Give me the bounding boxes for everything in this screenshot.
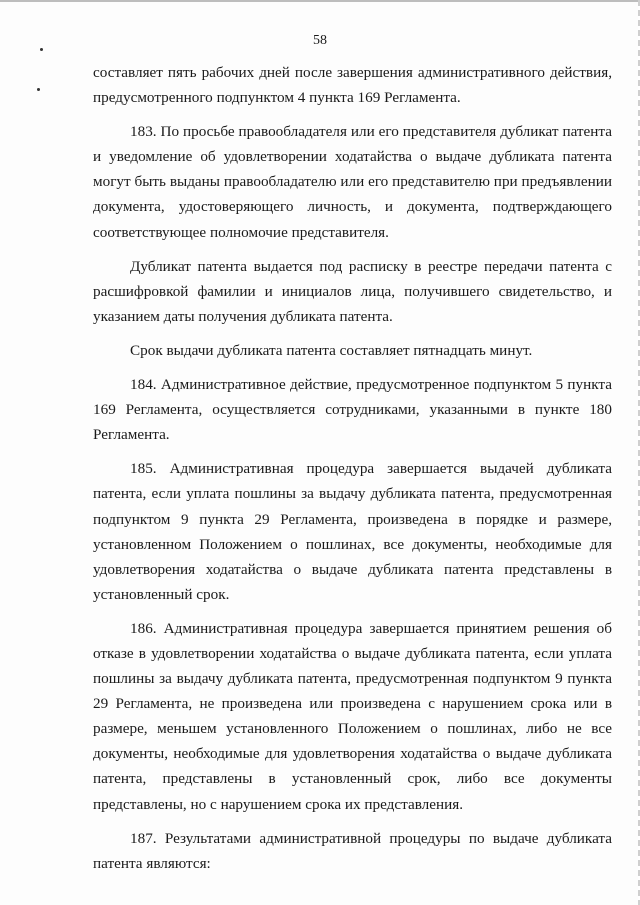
scan-speck <box>37 88 40 91</box>
paragraph: 185. Административная процедура завершается выдачей дубликата патента, если уплата пошлины за выдачу дубликата патента, предусмотренная подпунктом 9 пункта 29 Регламента, произведена в порядке и размере, установленном Положением о пошлинах, все документы, необходимые для удовлетворения ходатайства о выдаче дубликата патента представлены в установленный срок. <box>93 460 612 603</box>
paragraph: 184. Административное действие, предусмотренное подпунктом 5 пункта 169 Регламента, осуществляется сотрудниками, указанными в пункте 180 Регламента. <box>93 376 612 444</box>
paragraph: 186. Административная процедура завершается принятием решения об отказе в удовлетворении ходатайства о выдаче дубликата патента, если уплата пошлины за выдачу дубликата патента, предусмотренная подпунктом 9 пункта 29 Регламента, не произведена или произведена с нарушением срока или в размере, меньшем установленного Положением о пошлинах, либо не все документы, необходимые для удовлетворения ходатайства о выдаче дубликата патента, представлены в установленный срок, либо все документы представлены, но с нарушением срока их представления. <box>93 619 612 813</box>
paragraph: 187. Результатами административной процедуры по выдаче дубликата патента являются: <box>93 829 612 872</box>
page-number: 58 <box>313 33 327 48</box>
paragraph: 183. По просьбе правообладателя или его представителя дубликат патента и уведомление об удовлетворении ходатайства о выдаче дубликата патента могут быть выданы правообладателю или его представителю при предъявлении документа, удостоверяющего личность, и документа, подтверждающего соответствующее полномочие представителя. <box>93 123 612 241</box>
scan-top-edge <box>0 0 640 2</box>
paragraph: составляет пять рабочих дней после завершения административного действия, предусмотренного подпунктом 4 пункта 169 Регламента. <box>93 64 612 107</box>
document-body <box>93 60 612 876</box>
paragraph: Дубликат патента выдается под расписку в реестре передачи патента с расшифровкой фамилии и инициалов лица, получившего свидетельство, и указанием даты получения дубликата патента. <box>93 257 612 325</box>
paragraph: Срок выдачи дубликата патента составляет пятнадцать минут. <box>130 341 533 359</box>
